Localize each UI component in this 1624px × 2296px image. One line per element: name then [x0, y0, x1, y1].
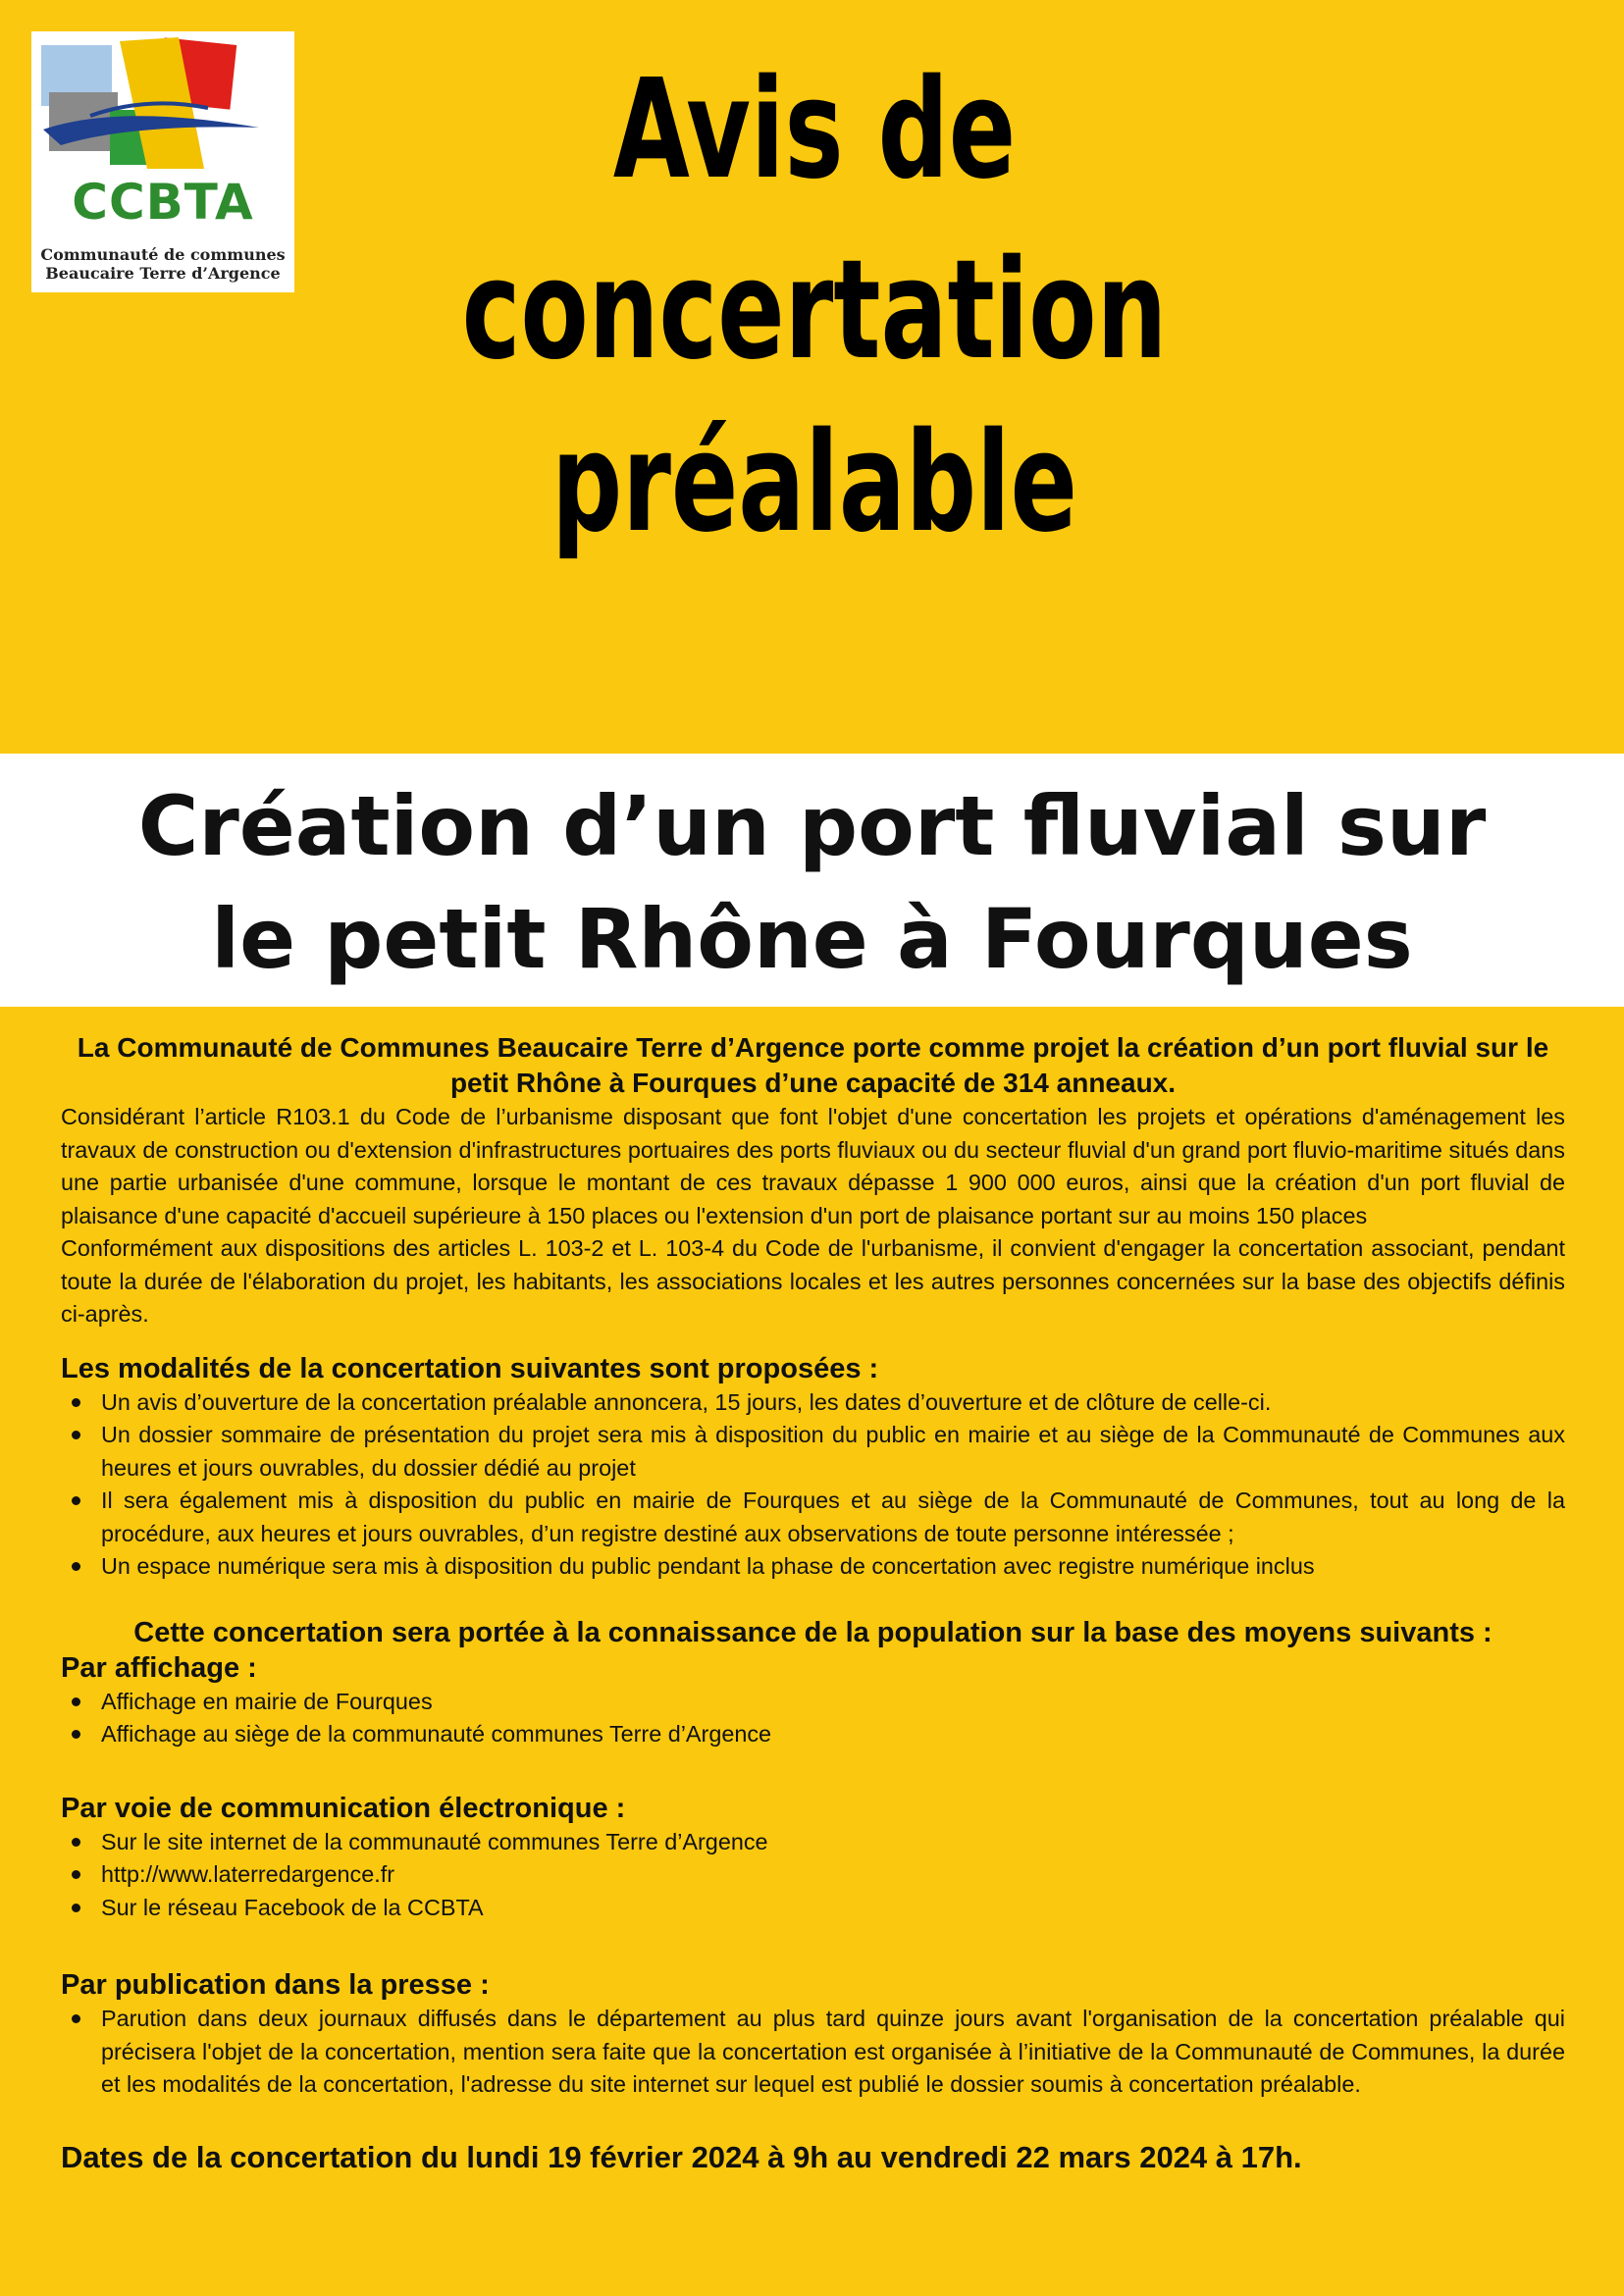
- list-item: Affichage au siège de la communauté communes Terre d’Argence: [61, 1718, 1565, 1751]
- subtitle-line-2: le petit Rhône à Fourques: [211, 891, 1413, 987]
- affichage-list: [61, 1686, 1565, 1751]
- electronique-heading: Par voie de communication électronique :: [61, 1792, 626, 1824]
- presse-heading: Par publication dans la presse :: [61, 1969, 490, 2001]
- list-item: Un espace numérique sera mis à disposition du public pendant la phase de concertation avec registre numérique inclus: [61, 1550, 1565, 1584]
- moyens-heading: Cette concertation sera portée à la connaissance de la population sur la base des moyens suivants :: [133, 1616, 1493, 1648]
- logo-subtitle: [35, 245, 290, 283]
- subtitle-line-1: Création d’un port fluvial sur: [137, 778, 1487, 874]
- ccbta-logo: [31, 31, 294, 292]
- affichage-heading: Par affichage :: [61, 1651, 257, 1684]
- list-item: Parution dans deux journaux diffusés dans le département au plus tard quinze jours avant l'organisation de la concertation préalable qui précisera l'objet de la concertation, mention sera faite que la concertation est organisée à l’initiative de la Communauté de Communes, la durée et les modalités de la concertation, l'adresse du site internet sur lequel est publié le dossier soumis à concertation préalable.: [61, 2003, 1565, 2102]
- notice-body: [61, 1030, 1565, 2176]
- list-item: Affichage en mairie de Fourques: [61, 1686, 1565, 1719]
- title-line-1: Avis de: [612, 50, 1017, 210]
- list-item: Sur le réseau Facebook de la CCBTA: [61, 1892, 1565, 1925]
- lead-statement: La Communauté de Communes Beaucaire Terre d’Argence porte comme projet la création d’un port fluvial sur le petit Rhône à Fourques d’une capacité de 314 anneaux.: [77, 1032, 1549, 1098]
- page-title: [440, 50, 1188, 563]
- logo-subtitle-line2: Beaucaire Terre d’Argence: [45, 264, 281, 283]
- paragraph-article-r103: Considérant l’article R103.1 du Code de l’urbanisme disposant que font l'objet d'une concertation les projets et opérations d'aménagement les travaux de construction ou d'extension d'infrastructures portuaires des ports fluviaux ou du secteur fluvial d'un grand port fluvio-maritime situés dans une partie urbanisée d'une commune, lorsque le montant de ces travaux dépasse 1 900 000 euros, ainsi que la création d'un port fluvial de plaisance d'une capacité d'accueil supérieure à 150 places ou l'extension d'un port de plaisance portant sur au moins 150 places: [61, 1104, 1565, 1228]
- modalites-heading: Les modalités de la concertation suivantes sont proposées :: [61, 1352, 879, 1384]
- logo-acronym: CCBTA: [72, 174, 254, 231]
- subtitle-band: [0, 754, 1624, 1007]
- list-item: Un avis d’ouverture de la concertation préalable annoncera, 15 jours, les dates d’ouverture et de clôture de celle-ci.: [61, 1386, 1565, 1420]
- title-line-3: préalable: [551, 403, 1077, 563]
- modalites-list: [61, 1386, 1565, 1584]
- paragraph-articles-l103: Conformément aux dispositions des articles L. 103-2 et L. 103-4 du Code de l'urbanisme, il convient d'engager la concertation associant, pendant toute la durée de l'élaboration du projet, les habitants, les associations locales et les autres personnes concernées sur la base des objectifs définis ci-après.: [61, 1235, 1565, 1327]
- presse-list: [61, 2003, 1565, 2102]
- list-item: http://www.laterredargence.fr: [61, 1858, 1565, 1892]
- logo-subtitle-line1: Communauté de communes: [40, 245, 286, 264]
- concertation-dates: Dates de la concertation du lundi 19 février 2024 à 9h au vendredi 22 mars 2024 à 17h.: [61, 2139, 1302, 2174]
- title-line-2: concertation: [461, 231, 1168, 391]
- list-item: Il sera également mis à disposition du public en mairie de Fourques et au siège de la Communauté de Communes, tout au long de la procédure, aux heures et jours ouvrables, d’un registre destiné aux observations de toute personne intéressée ;: [61, 1485, 1565, 1550]
- electronique-list: [61, 1826, 1565, 1925]
- list-item: Sur le site internet de la communauté communes Terre d’Argence: [61, 1826, 1565, 1859]
- list-item: Un dossier sommaire de présentation du projet sera mis à disposition du public en mairie et au siège de la Communauté de Communes aux heures et jours ouvrables, du dossier dédié au projet: [61, 1419, 1565, 1485]
